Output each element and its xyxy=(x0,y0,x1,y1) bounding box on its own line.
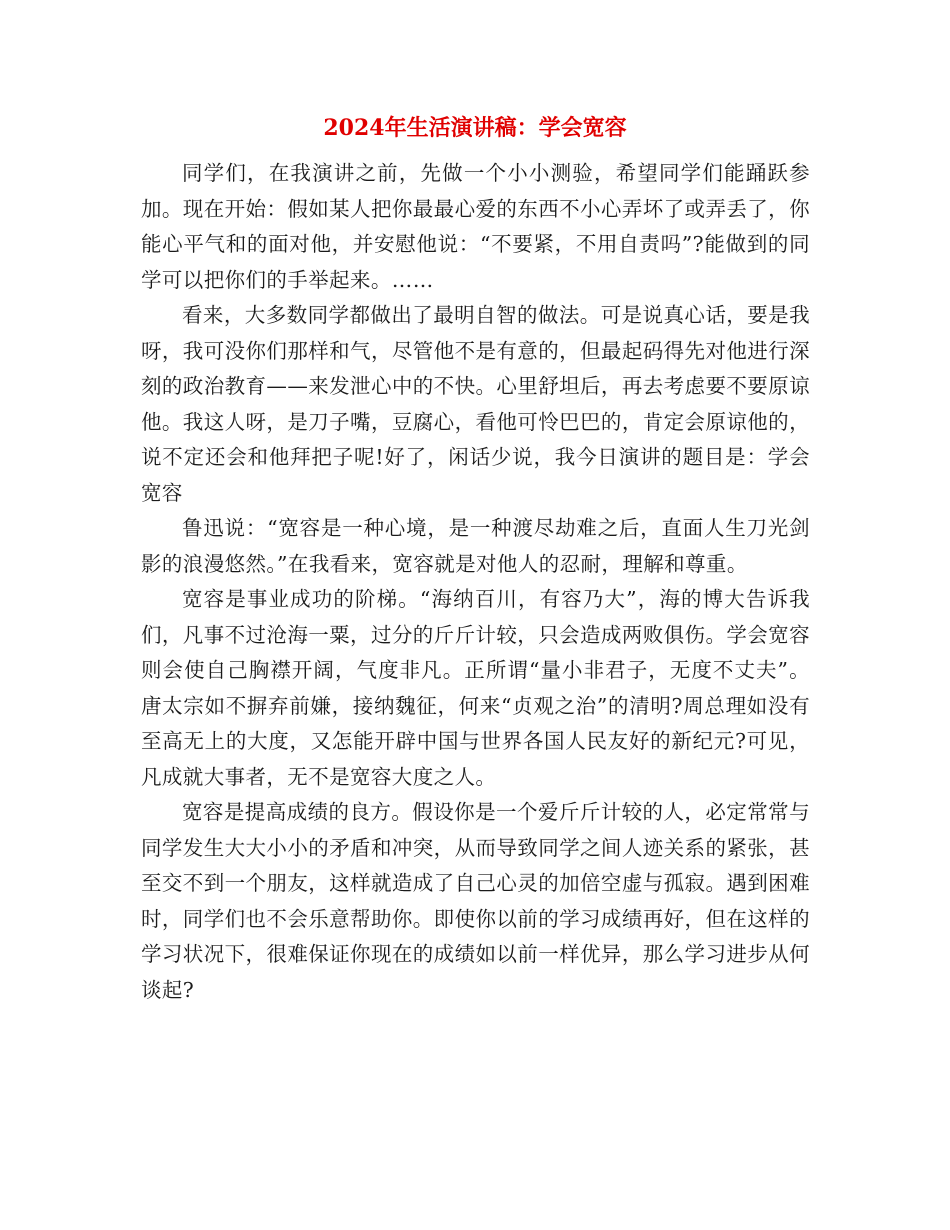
paragraph-2: 看来，大多数同学都做出了最明自智的做法。可是说真心话，要是我呀，我可没你们那样和气，尽管他不是有意的，但最起码得先对他进行深刻的政治教育——来发泄心中的不快。心里舒坦后，再去考虑要不要原谅他。我这人呀，是刀子嘴，豆腐心，看他可怜巴巴的，肯定会原谅他的，说不定还会和他拜把子呢!好了，闲话少说，我今日演讲的题目是：学会宽容 xyxy=(141,303,810,505)
document-title: 2024年生活演讲稿：学会宽容 xyxy=(323,115,627,141)
paragraph-3: 鲁迅说：“宽容是一种心境，是一种渡尽劫难之后，直面人生刀光剑影的浪漫悠然。”在我看来，宽容就是对他人的忍耐，理解和尊重。 xyxy=(141,516,810,576)
paragraph-1: 同学们，在我演讲之前，先做一个小小测验，希望同学们能踊跃参加。现在开始：假如某人把你最最心爱的东西不小心弄坏了或弄丢了，你能心平气和的面对他，并安慰他说：“不要紧，不用自责吗”?能做到的同学可以把你们的手举起来。…… xyxy=(141,161,810,292)
paragraph-4: 宽容是事业成功的阶梯。“海纳百川，有容乃大”，海的博大告诉我们，凡事不过沧海一粟，过分的斤斤计较，只会造成两败俱伤。学会宽容则会使自己胸襟开阔，气度非凡。正所谓“量小非君子，无度不丈夫”。唐太宗如不摒弃前嫌，接纳魏征，何来“贞观之治”的清明?周总理如没有至高无上的大度，又怎能开辟中国与世界各国人民友好的新纪元?可见，凡成就大事者，无不是宽容大度之人。 xyxy=(141,587,810,789)
document-body xyxy=(141,156,810,1008)
paragraph-5: 宽容是提高成绩的良方。假设你是一个爱斤斤计较的人，必定常常与同学发生大大小小的矛盾和冲突，从而导致同学之间人迹关系的紧张，甚至交不到一个朋友，这样就造成了自己心灵的加倍空虚与孤寂。遇到困难时，同学们也不会乐意帮助你。即使你以前的学习成绩再好，但在这样的学习状况下，很难保证你现在的成绩如以前一样优异，那么学习进步从何谈起? xyxy=(141,800,810,1002)
